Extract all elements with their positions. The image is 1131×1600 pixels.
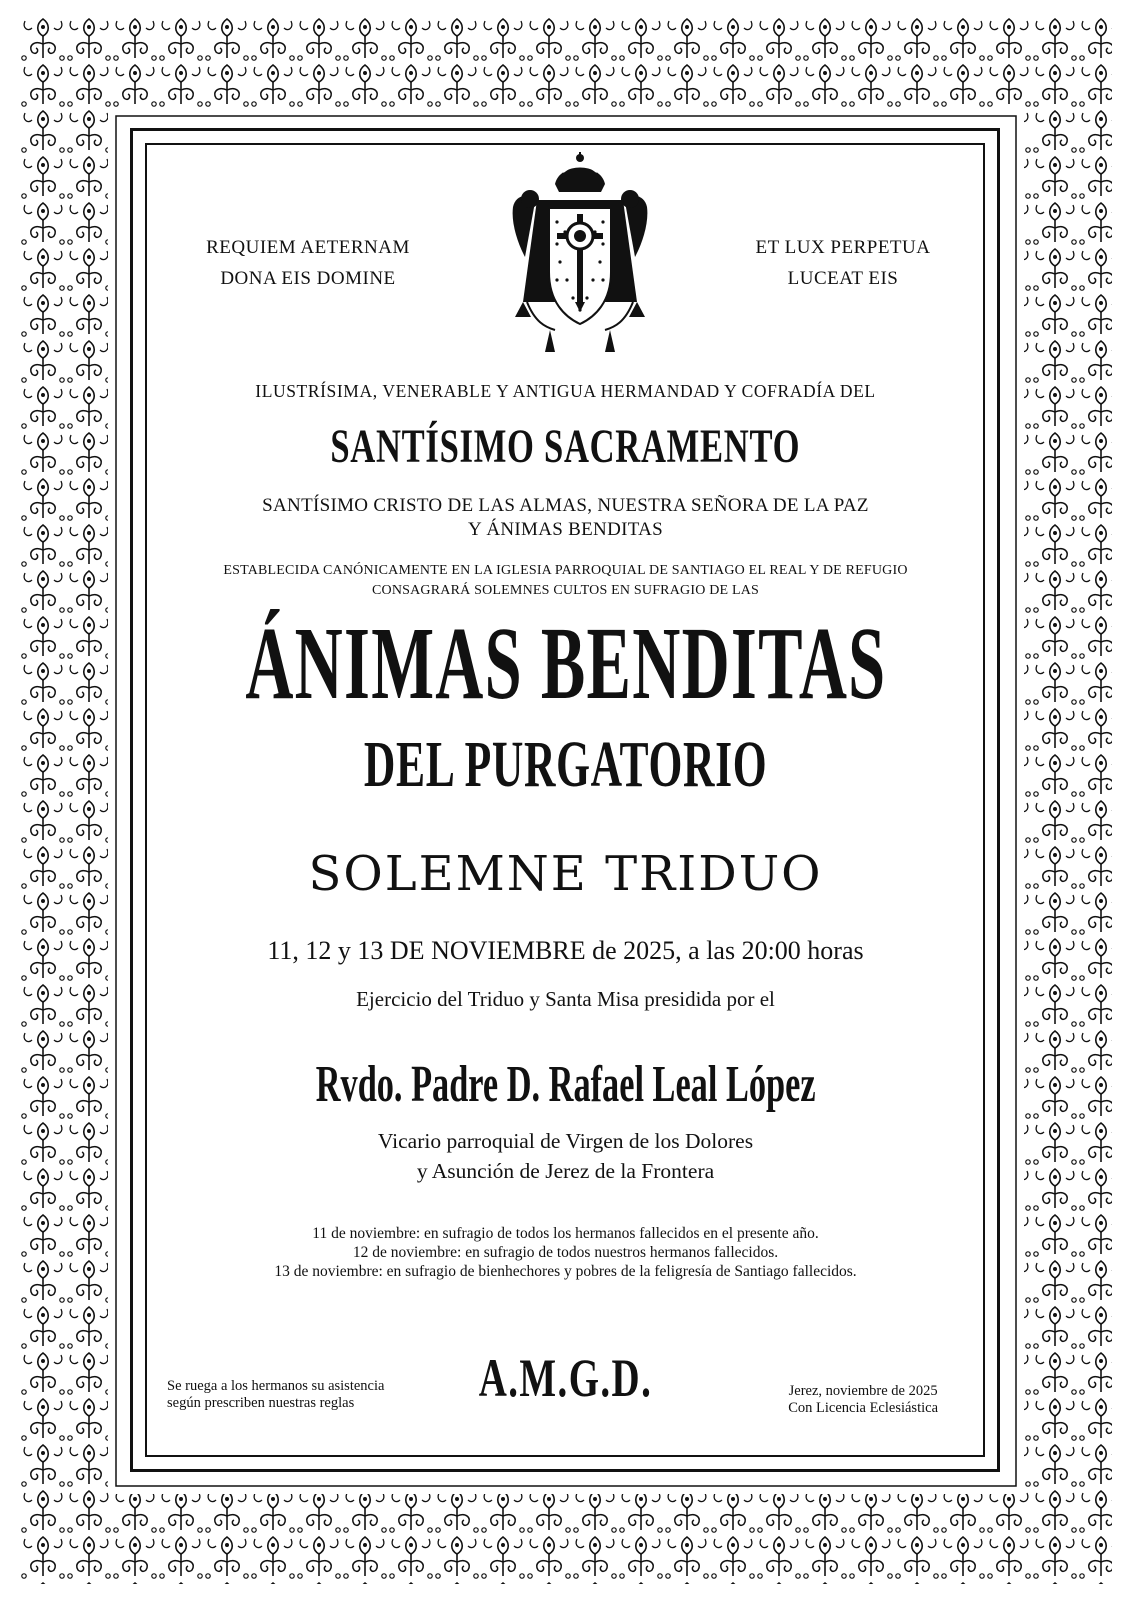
footer-license [788,1383,938,1417]
established-line-1: ESTABLECIDA CANÓNICAMENTE EN LA IGLESIA PARROQUIAL DE SANTIAGO EL REAL Y DE REFUGIO [223,563,908,578]
preacher-role-line-1: Vicario parroquial de Virgen de los Dolores [377,1129,754,1153]
latin-right-line-2: LUCEAT EIS [787,268,899,289]
intention-item: 12 de noviembre: en sufragio de todos nuestros hermanos fallecidos. [352,1244,779,1261]
footer-license-line-2: Con Licencia Eclesiástica [788,1400,938,1416]
main-title-2-text: DEL PURGATORIO [363,728,768,801]
main-title-line-2 [0,727,1131,802]
event-name: SOLEMNE TRIDUO [308,846,823,902]
event-dates: 11, 12 y 13 DE NOVIEMBRE de 2025, a las 20:00 horas [267,936,864,965]
preacher-name-text: Rvdo. Padre D. Rafael Leal López [315,1056,816,1113]
main-title-line-1 [0,607,1131,719]
latin-left-line-1: REQUIEM AETERNAM [206,237,410,258]
brotherhood-intro: ILUSTRÍSIMA, VENERABLE Y ANTIGUA HERMANDAD Y COFRADÍA DEL [255,381,876,401]
brotherhood-titles-line-1: SANTÍSIMO CRISTO DE LAS ALMAS, NUESTRA SEÑORA DE LA PAZ [262,495,869,516]
footer-request-line-2: según prescriben nuestras reglas [167,1395,355,1411]
brotherhood-name [0,418,1131,475]
intentions-list [0,1224,1131,1281]
footer-request-line-1: Se ruega a los hermanos su asistencia [167,1378,385,1394]
intention-item: 13 de noviembre: en sufragio de bienhechores y pobres de la feligresía de Santiago fallecidos. [274,1263,857,1280]
preacher-role [0,1126,1131,1186]
latin-verse-left [178,232,438,294]
motto [0,1346,1131,1410]
brotherhood-titles [0,494,1131,542]
latin-left-line-2: DONA EIS DOMINE [220,268,396,289]
footer-license-line-1: Jerez, noviembre de 2025 [788,1383,938,1399]
main-title-1-text: ÁNIMAS BENDITAS [244,606,887,721]
brotherhood-name-text: SANTÍSIMO SACRAMENTO [330,420,801,473]
latin-right-line-1: ET LUX PERPETUA [755,237,931,258]
established-line-2: CONSAGRARÁ SOLEMNES CULTOS EN SUFRAGIO DE LAS [371,583,760,598]
motto-text: A.M.G.D. [478,1348,653,1408]
brotherhood-titles-line-2: Y ÁNIMAS BENDITAS [468,519,663,540]
established-text [0,561,1131,601]
preacher-name [0,1053,1131,1116]
intention-item: 11 de noviembre: en sufragio de todos los hermanos fallecidos en el presente año. [312,1225,819,1242]
preacher-role-line-2: y Asunción de Jerez de la Frontera [416,1159,715,1183]
event-description: Ejercicio del Triduo y Santa Misa presidida por el [356,987,775,1011]
coat-of-arms-icon [505,152,655,357]
latin-verse-right [713,232,973,294]
